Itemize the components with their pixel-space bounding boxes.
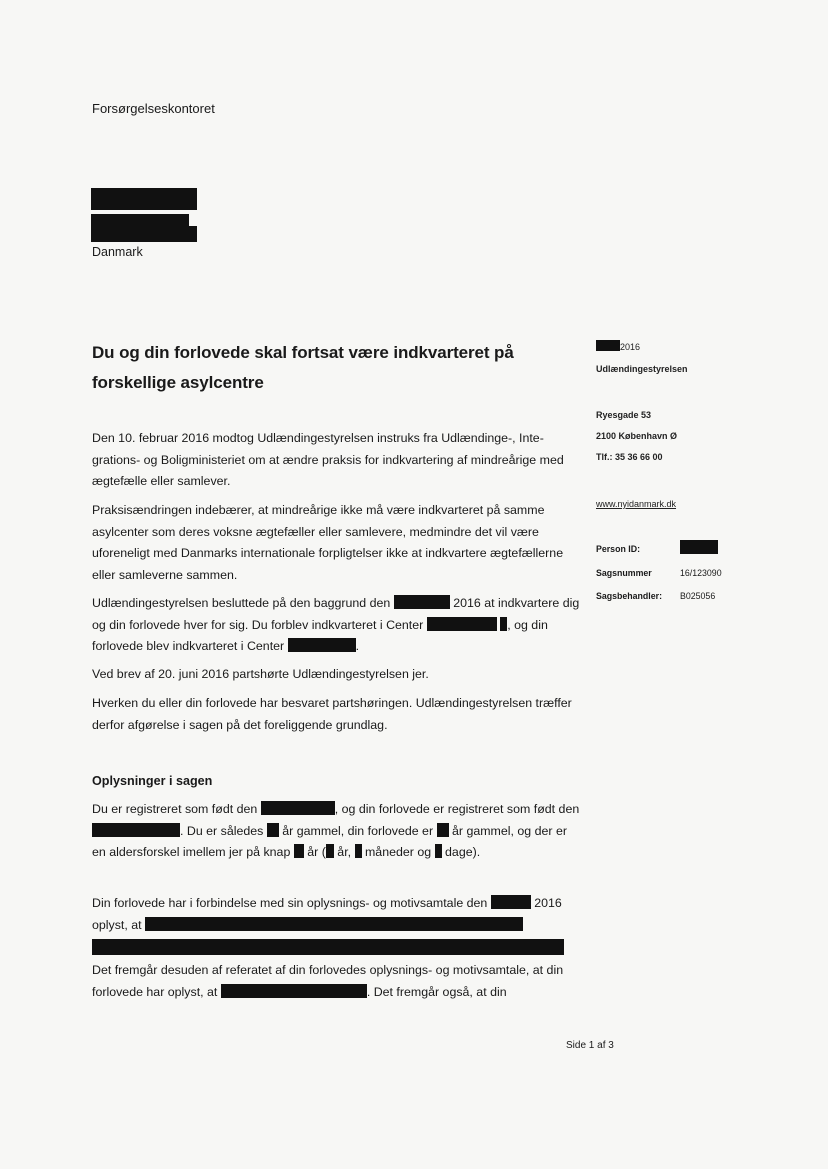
case-officer: B025056	[680, 591, 716, 601]
redacted-date	[394, 595, 450, 609]
p7-text-b: 2016 oplyst, at	[92, 896, 562, 932]
paragraph-2-text: Praksisændringen indebærer, at mindreårige ikke må være indkvarteret på samme asylcenter som deres voksne ægtefæller eller samlevere, medmindre det vil være uforeneligt med Danmarks internationale forpligtelser ikke at indkvartere ægtefællerne eller samleverne sammen.	[92, 503, 564, 582]
agency-website-link[interactable]: www.nyidanmark.dk	[596, 499, 677, 509]
p3-text-c: , og din forlovede blev indkvarteret i Center	[92, 617, 548, 653]
p6-text-d: år gammel, din forlovede er	[282, 823, 434, 838]
case-label-person-id: Person ID:	[596, 544, 640, 554]
redacted-statement	[221, 984, 367, 998]
paragraph-5-text: Hverken du eller din forlovede har besvaret partshøringen. Udlændingestyrelsen træffer derfor afgørelse i sagen på det foreliggende grundlag.	[92, 696, 572, 732]
p8-text-b: . Det fremgår også, at din	[366, 984, 507, 999]
paragraph-5	[92, 693, 580, 736]
paragraph-8	[92, 960, 580, 1003]
paragraph-4	[92, 664, 580, 686]
redacted-years	[326, 844, 334, 858]
redacted-date	[491, 895, 531, 909]
p6-text-b: , og din forlovede er registreret som født den	[334, 802, 580, 816]
redacted-center	[427, 617, 497, 631]
paragraph-7	[92, 893, 580, 955]
page-number: Side 1 af 3	[566, 1040, 614, 1051]
letter-date	[596, 340, 640, 353]
p6-text-h: måneder og	[364, 845, 432, 859]
redacted-months	[355, 844, 362, 858]
redacted-person-id	[680, 540, 718, 554]
redacted-age	[437, 823, 449, 837]
redacted-age-diff	[294, 844, 304, 858]
p6-text-e: år gammel, og der er en aldersforskel imellem jer på knap	[92, 823, 567, 859]
p7-text-a: Din forlovede har i forbindelse med sin oplysnings- og motivsamtale den	[92, 896, 488, 910]
p6-text-a: Du er registreret som født den	[92, 802, 258, 816]
agency-street: Ryesgade 53	[596, 410, 652, 420]
redacted-age	[267, 823, 279, 837]
redacted-birthdate	[92, 823, 180, 837]
p3-text-b: 2016 at indkvartere dig og din forlovede hver for sig. Du forblev indkvarteret i Center	[92, 596, 580, 632]
paragraph-2	[92, 500, 580, 586]
agency-phone: Tlf.: 35 36 66 00	[596, 452, 663, 462]
paragraph-1-text: Den 10. februar 2016 modtog Udlændingestyrelsen instruks fra Udlændinge-, Integrations- og Boligministeriet om at ændre praksis for indkvartering af mindreårige med ægtefælle eller samlever.	[92, 431, 564, 488]
paragraph-3	[92, 593, 580, 658]
p6-text-c: . Du er således	[180, 823, 264, 838]
redacted-birthdate	[261, 801, 335, 815]
agency-name: Udlændingestyrelsen	[596, 364, 688, 374]
agency-city: 2100 København Ø	[596, 431, 678, 441]
redacted-statement	[92, 939, 564, 955]
paragraph-4-text: Ved brev af 20. juni 2016 partshørte Udlændingestyrelsen jer.	[92, 667, 429, 681]
p6-text-g: år,	[337, 845, 352, 859]
redacted-statement	[145, 917, 523, 931]
p6-text-i: dage).	[445, 845, 481, 859]
letter-title: Du og din forlovede skal fortsat være indkvarteret på forskellige asylcentre	[92, 343, 514, 392]
sender-office: Forsørgelseskontoret	[92, 101, 215, 116]
case-label-number: Sagsnummer	[596, 568, 652, 578]
p8-text-a: Det fremgår desuden af referatet af din forlovedes oplysnings- og motivsamtale, at din forlovede har oplyst, at	[92, 963, 564, 999]
section-heading: Oplysninger i sagen	[92, 774, 213, 788]
p6-text-f: år (	[307, 845, 326, 859]
case-label-officer: Sagsbehandler:	[596, 591, 662, 601]
redacted-days	[435, 844, 442, 858]
recipient-country: Danmark	[92, 245, 143, 259]
p3-text-d: .	[355, 639, 360, 653]
paragraph-1	[92, 428, 580, 493]
redacted-center	[288, 638, 356, 652]
p3-text-a: Udlændingestyrelsen besluttede på den baggrund den	[92, 596, 391, 610]
redacted-date	[596, 340, 620, 351]
date-year: 2016	[620, 342, 641, 352]
redacted-address	[91, 188, 197, 242]
case-number: 16/123090	[680, 568, 722, 578]
paragraph-6	[92, 799, 580, 864]
